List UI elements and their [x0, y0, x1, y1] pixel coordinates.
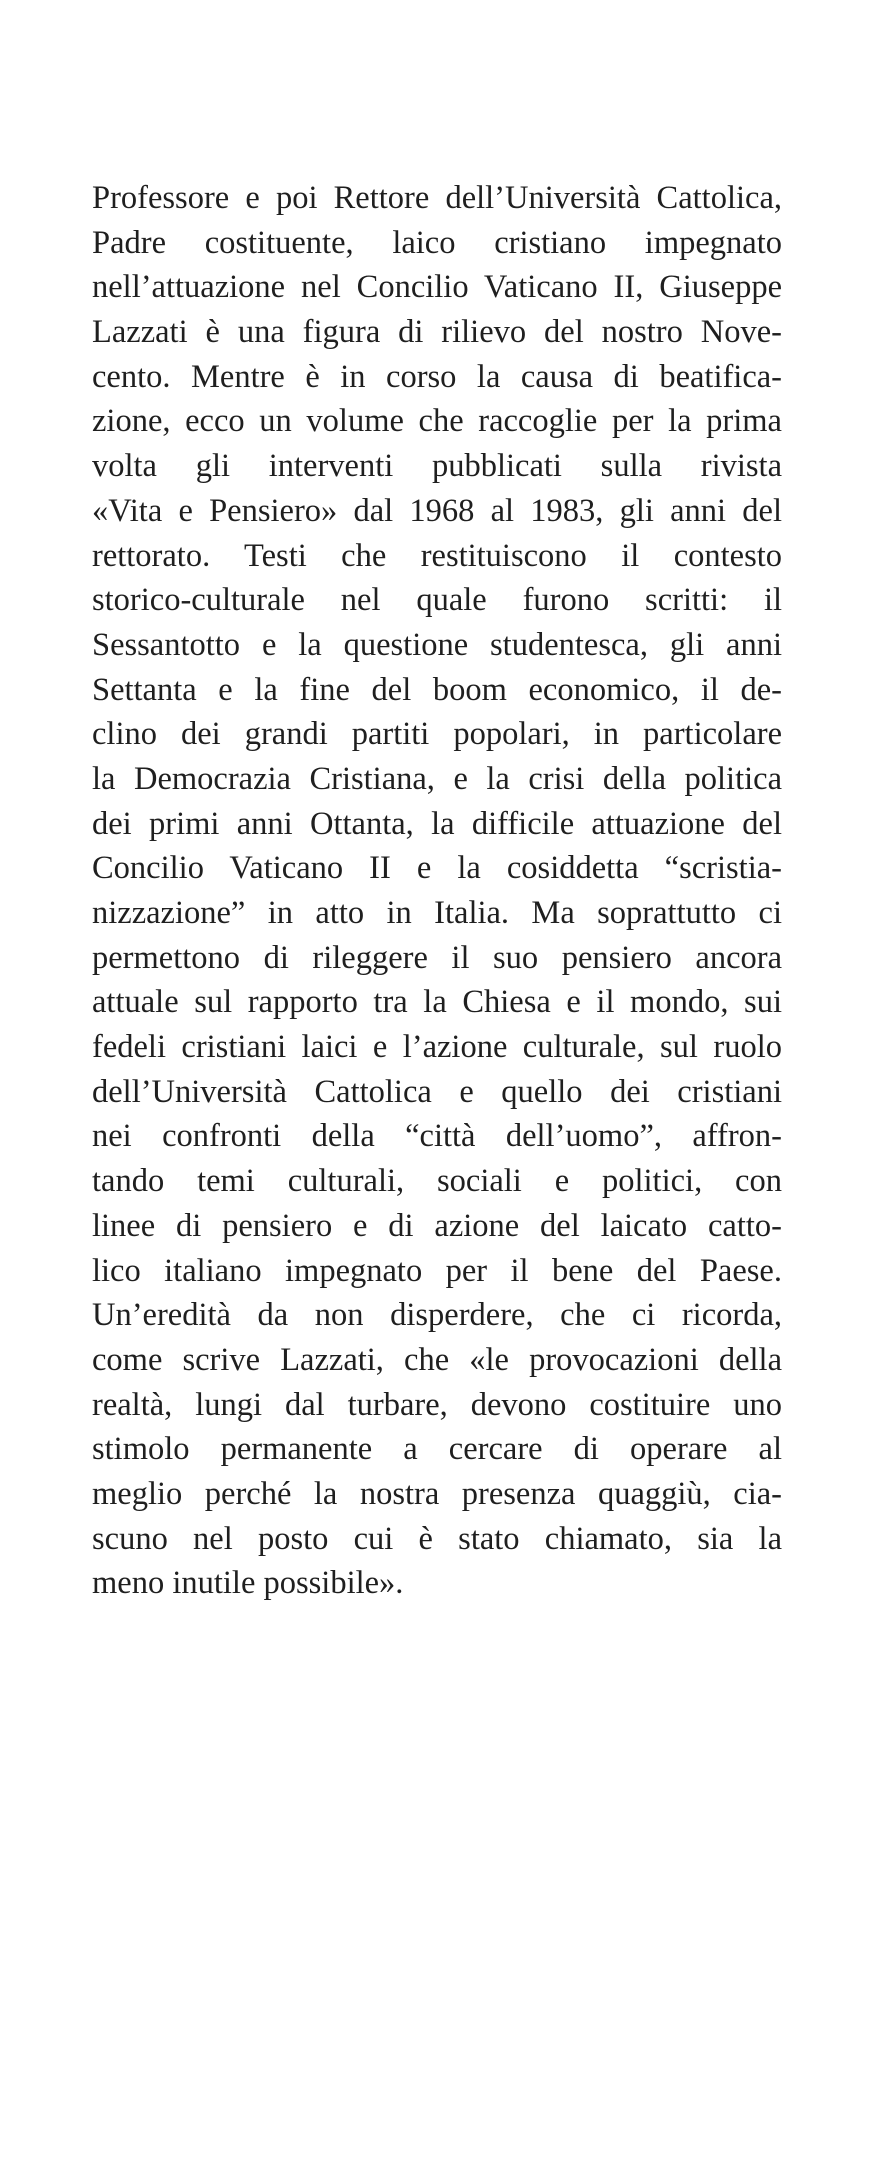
text-line: Padre costituente, laico cristiano impegnato [92, 224, 782, 261]
text-line: stimolo permanente a cercare di operare al [92, 1431, 782, 1468]
text-line: Concilio Vaticano II e la cosiddetta “scristia- [92, 850, 782, 887]
text-line: volta gli interventi pubblicati sulla rivista [92, 448, 782, 485]
text-line: Professore e poi Rettore dell’Università Cattolica, [92, 180, 782, 216]
text-line: rettorato. Testi che restituiscono il contesto [92, 537, 782, 574]
text-line: Lazzati è una figura di rilievo del nostro Nove- [92, 314, 782, 351]
text-line: Sessantotto e la questione studentesca, gli anni [92, 626, 782, 663]
text-line: scuno nel posto cui è stato chiamato, sia la [92, 1520, 782, 1557]
text-line: Un’eredità da non disperdere, che ci ricorda, [92, 1297, 782, 1334]
text-line: come scrive Lazzati, che «le provocazioni della [92, 1341, 782, 1378]
text-line: meglio perché la nostra presenza quaggiù, cia- [92, 1475, 782, 1512]
text-line: permettono di rileggere il suo pensiero ancora [92, 939, 782, 976]
text-line: tando temi culturali, sociali e politici, con [92, 1163, 782, 1200]
text-line: dell’Università Cattolica e quello dei cristiani [92, 1073, 782, 1110]
text-line: clino dei grandi partiti popolari, in particolare [92, 716, 782, 753]
text-line: attuale sul rapporto tra la Chiesa e il mondo, sui [92, 984, 782, 1021]
text-line: fedeli cristiani laici e l’azione culturale, sul ruolo [92, 1029, 782, 1066]
text-line: lico italiano impegnato per il bene del Paese. [92, 1252, 782, 1289]
text-line: linee di pensiero e di azione del laicato catto- [92, 1207, 782, 1244]
blurb-paragraph [92, 176, 782, 1606]
text-line: cento. Mentre è in corso la causa di beatifica- [92, 358, 782, 395]
text-line: zione, ecco un volume che raccoglie per la prima [92, 403, 782, 440]
text-line: dei primi anni Ottanta, la difficile attuazione del [92, 805, 782, 842]
text-line: meno inutile possibile». [92, 1565, 404, 1602]
text-line: storico-culturale nel quale furono scritti: il [92, 582, 782, 619]
text-line: «Vita e Pensiero» dal 1968 al 1983, gli anni del [92, 492, 782, 529]
text-line: realtà, lungi dal turbare, devono costituire uno [92, 1386, 782, 1423]
text-line: nell’attuazione nel Concilio Vaticano II, Giuseppe [92, 269, 782, 306]
text-line: nei confronti della “città dell’uomo”, affron- [92, 1118, 782, 1155]
text-line: la Democrazia Cristiana, e la crisi della politica [92, 760, 782, 797]
text-line: nizzazione” in atto in Italia. Ma soprattutto ci [92, 895, 782, 931]
text-line: Settanta e la fine del boom economico, il de- [92, 671, 782, 708]
